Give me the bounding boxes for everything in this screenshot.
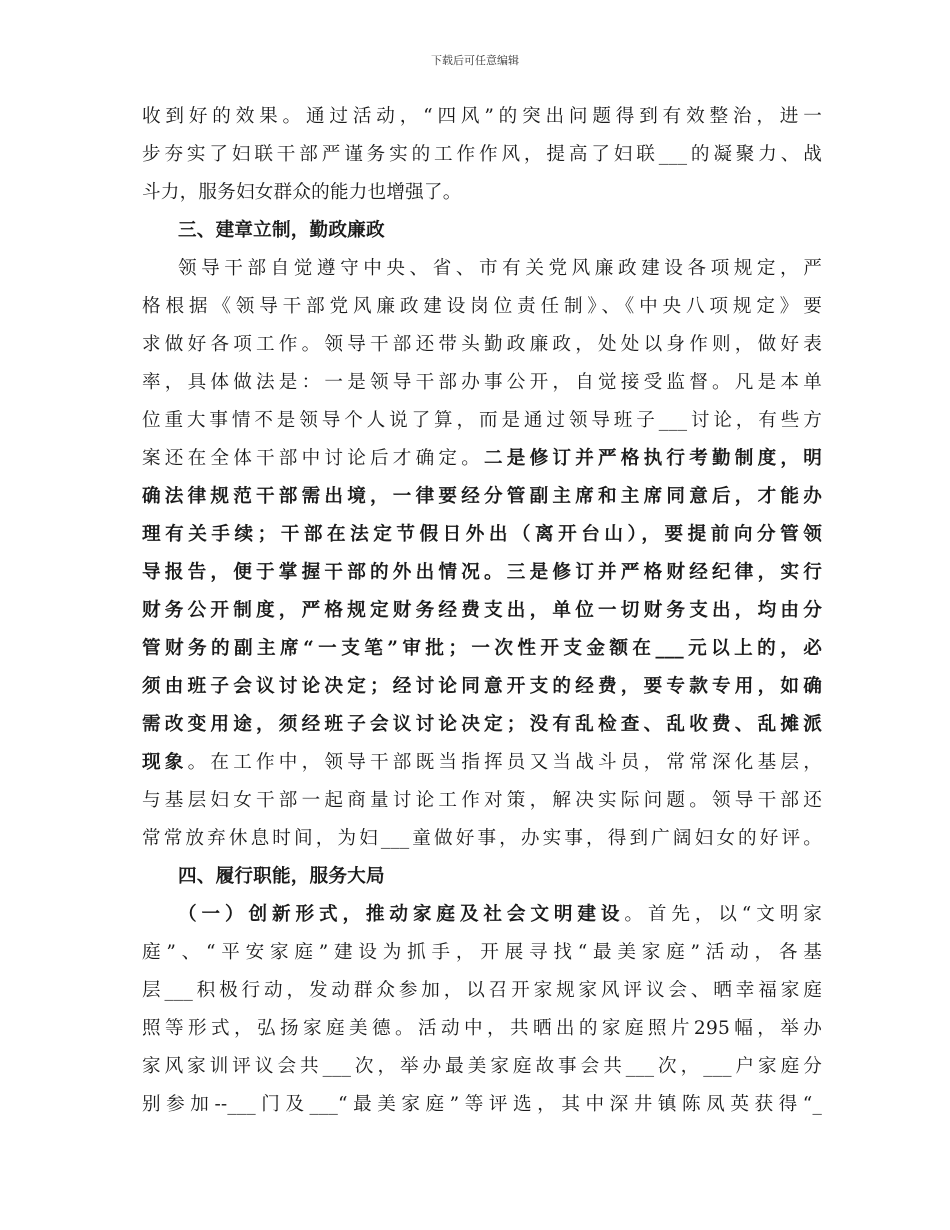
text-line: [142, 250, 822, 288]
bold-text-segment: 管财务的副主席“一支笔”审批；一次性开支金额在___元以上的，必: [142, 638, 822, 659]
text-line: [142, 592, 822, 630]
bold-text-segment: 现象: [142, 752, 188, 773]
text-line: [142, 820, 822, 858]
text-segment: 层___积极行动，发动群众参加，以召开家规家风评议会、晒幸福家庭: [142, 980, 822, 1001]
text-line: [142, 744, 822, 782]
text-segment: 庭”、“平安家庭”建设为抓手，开展寻找“最美家庭”活动，各基: [142, 942, 822, 963]
text-segment: 领导干部自觉遵守中央、省、市有关党风廉政建设各项规定，严: [178, 258, 822, 279]
text-line: [142, 212, 822, 250]
text-segment: 案还在全体干部中讨论后才确定。: [142, 448, 484, 469]
text-line: [142, 706, 822, 744]
text-segment: 与基层妇女干部一起商量讨论工作对策，解决实际问题。领导干部还: [142, 790, 822, 811]
bold-text-segment: 需改变用途，须经班子会议讨论决定；没有乱检查、乱收费、乱摊派: [142, 714, 822, 735]
text-line: [142, 326, 822, 364]
text-segment: 家风家训评议会共___次，举办最美家庭故事会共___次，___户家庭分: [142, 1056, 822, 1077]
text-segment: 斗力，服务妇女群众的能力也增强了。: [142, 182, 462, 203]
bold-text-segment: 财务公开制度，严格规定财务经费支出，单位一切财务支出，均由分: [142, 600, 822, 621]
text-segment: 位重大事情不是领导个人说了算，而是通过领导班子___讨论，有些方: [142, 410, 822, 431]
text-line: [142, 896, 822, 934]
bold-text-segment: （一）创新形式，推动家庭及社会文明建设: [178, 904, 625, 925]
text-line: [142, 440, 822, 478]
text-line: [142, 478, 822, 516]
text-line: [142, 782, 822, 820]
text-segment: 照等形式，弘扬家庭美德。活动中，共晒出的家庭照片295幅，举办: [142, 1018, 822, 1039]
text-line: [142, 630, 822, 668]
bold-text-segment: 三、建章立制，勤政廉政: [178, 220, 385, 241]
text-segment: 。在工作中，领导干部既当指挥员又当战斗员，常常深化基层，: [187, 752, 822, 773]
text-line: [142, 1010, 822, 1048]
text-line: [142, 98, 822, 136]
bold-text-segment: 理有关手续；干部在法定节假日外出（离开台山），要提前向分管领: [142, 524, 822, 545]
text-segment: 。首先，以“文明家: [624, 904, 822, 925]
bold-text-segment: 四、履行职能，服务大局: [178, 866, 385, 887]
text-line: [142, 1048, 822, 1086]
bold-text-segment: 二是修订并严格执行考勤制度，明: [484, 448, 822, 469]
text-segment: 收到好的效果。通过活动，“四风”的突出问题得到有效整治，进一: [142, 106, 822, 127]
text-line: [142, 288, 822, 326]
text-segment: 别参加--___门及___“最美家庭”等评选，其中深井镇陈凤英获得“_: [142, 1094, 822, 1115]
text-segment: 率，具体做法是：一是领导干部办事公开，自觉接受监督。凡是本单: [142, 372, 822, 393]
text-segment: 求做好各项工作。领导干部还带头勤政廉政，处处以身作则，做好表: [142, 334, 822, 355]
text-line: [142, 934, 822, 972]
text-line: [142, 402, 822, 440]
text-line: [142, 136, 822, 174]
bold-text-segment: 确法律规范干部需出境，一律要经分管副主席和主席同意后，才能办: [142, 486, 822, 507]
document-body: [142, 98, 822, 1124]
text-line: [142, 668, 822, 706]
text-segment: 常常放弃休息时间，为妇___童做好事，办实事，得到广阔妇女的好评。: [142, 828, 822, 849]
text-segment: 步夯实了妇联干部严谨务实的工作作风，提高了妇联___的凝聚力、战: [142, 144, 822, 165]
page-header: 下载后可任意编辑: [431, 54, 519, 67]
text-line: [142, 516, 822, 554]
bold-text-segment: 导报告，便于掌握干部的外出情况。三是修订并严格财经纪律，实行: [142, 562, 822, 583]
text-line: [142, 174, 822, 212]
bold-text-segment: 须由班子会议讨论决定；经讨论同意开支的经费，要专款专用，如确: [142, 676, 822, 697]
text-line: [142, 858, 822, 896]
text-line: [142, 972, 822, 1010]
text-line: [142, 364, 822, 402]
text-segment: 格根据《领导干部党风廉政建设岗位责任制》、《中央八项规定》要: [142, 296, 822, 317]
text-line: [142, 554, 822, 592]
text-line: [142, 1086, 822, 1124]
